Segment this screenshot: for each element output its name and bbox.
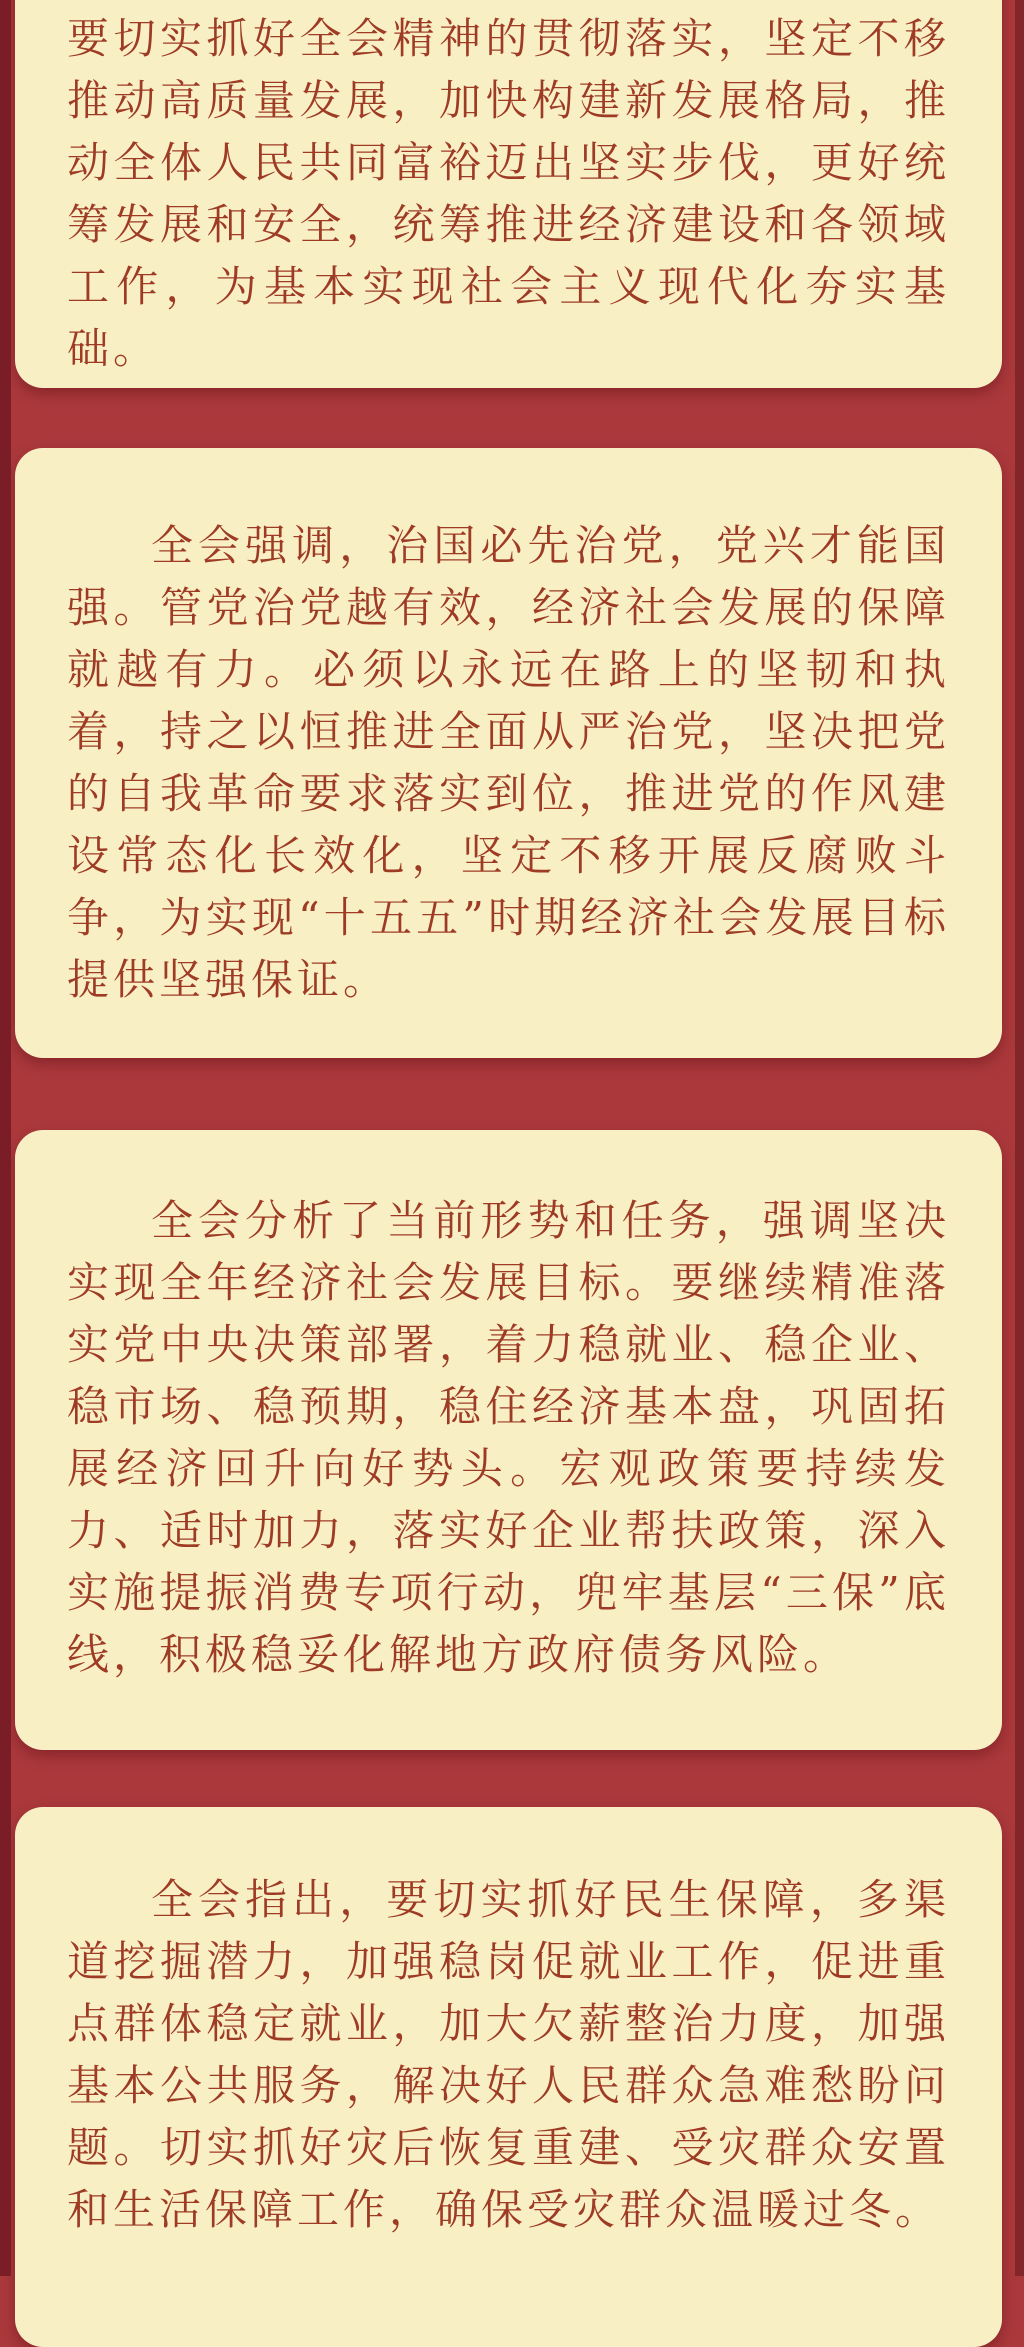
paragraph: 全会分析了当前形势和任务，强调坚决实现全年经济社会发展目标。要继续精准落实党中央决策部署，着力稳就业、稳企业、稳市场、稳预期，稳住经济基本盘，巩固拓展经济回升向好势头。宏观政策要持续发力、适时加力，落实好企业帮扶政策，深入实施提振消费专项行动，兜牢基层“三保”底线，积极稳妥化解地方政府债务风险。	[67, 1196, 950, 1679]
left-edge-stripe	[0, 0, 11, 2276]
right-edge-stripe	[1015, 0, 1024, 2276]
text-card-implement-plenary-spirit	[15, 0, 1002, 388]
paragraph: 全会强调，治国必先治党，党兴才能国强。管党治党越有效，经济社会发展的保障就越有力。必须以永远在路上的坚韧和执着，持之以恒推进全面从严治党，坚决把党的自我革命要求落实到位，推进党的作风建设常态化长效化，坚定不移开展反腐败斗争，为实现“十五五”时期经济社会发展目标提供坚强保证。	[67, 521, 950, 1004]
text-card-party-governance	[15, 448, 1002, 1058]
paragraph: 全会指出，要切实抓好民生保障，多渠道挖掘潜力，加强稳岗促就业工作，促进重点群体稳定就业，加大欠薪整治力度，加强基本公共服务，解决好人民群众急难愁盼问题。切实抓好灾后恢复重建、受灾群众安置和生活保障工作，确保受灾群众温暖过冬。	[67, 1875, 950, 2234]
paragraph: 要切实抓好全会精神的贯彻落实，坚定不移推动高质量发展，加快构建新发展格局，推动全体人民共同富裕迈出坚实步伐，更好统筹发展和安全，统筹推进经济建设和各领域工作，为基本实现社会主义现代化夯实基础。	[67, 14, 950, 373]
text-card-economic-tasks	[15, 1130, 1002, 1750]
text-card-livelihood-security	[15, 1807, 1002, 2347]
